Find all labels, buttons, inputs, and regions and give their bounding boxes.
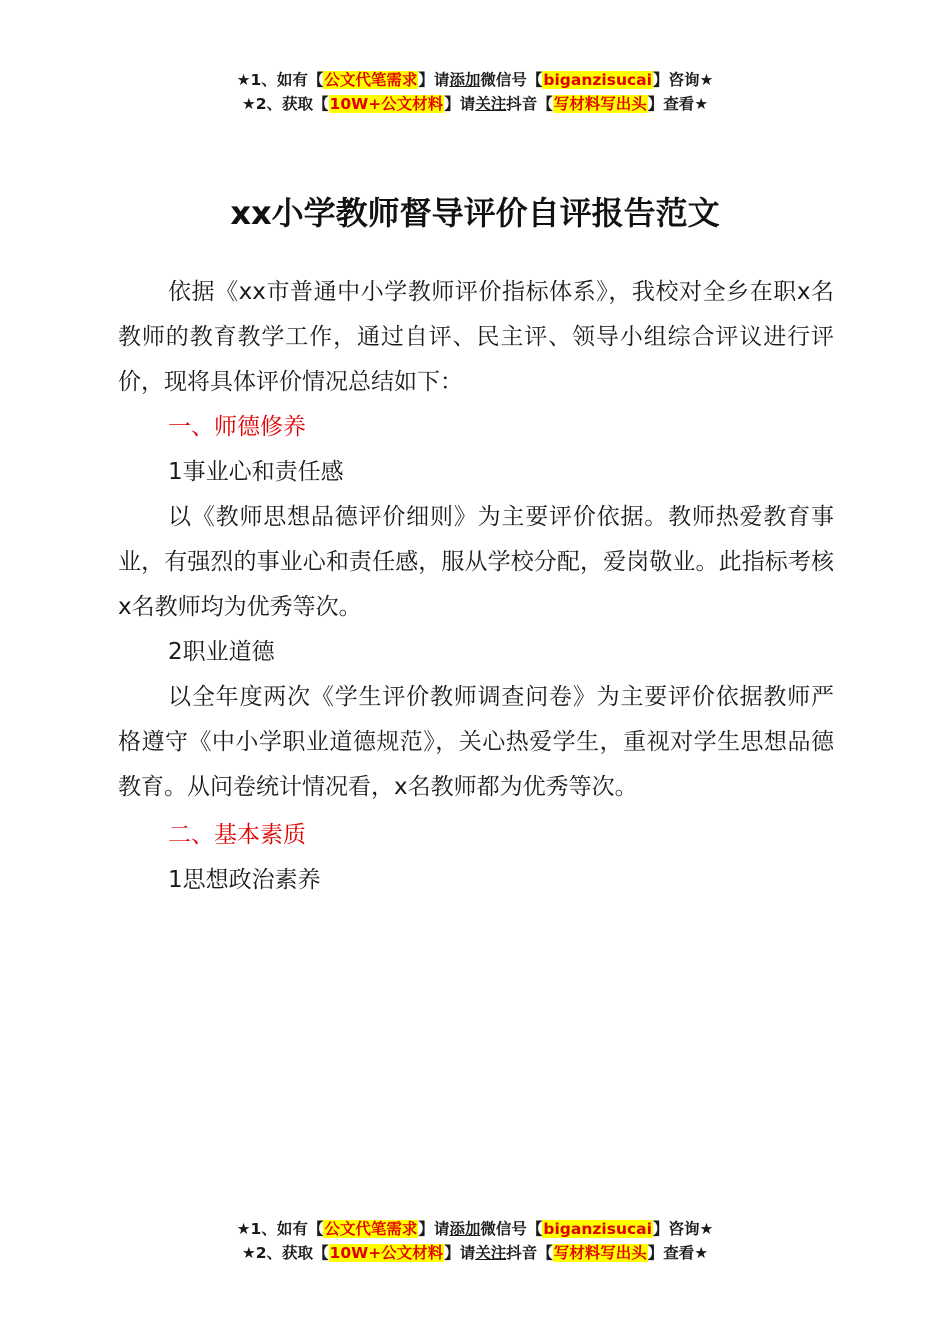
- body-paragraph: 以《教师思想品德评价细则》为主要评价依据。教师热爱教育事业，有强烈的事业心和责任感，服从学校分配，爱岗敬业。此指标考核x名教师均为优秀等次。: [118, 504, 834, 620]
- banner-wechat-id: biganzisucai: [543, 71, 652, 89]
- banner-text: ★2、获取【: [241, 95, 329, 113]
- section-heading-2: 二、基本素质: [168, 822, 306, 848]
- body-paragraph: 以全年度两次《学生评价教师调查问卷》为主要评价依据教师严格遵守《中小学职业道德规范》，关心热爱学生，重视对学生思想品德教育。从问卷统计情况看，x名教师都为优秀等次。: [118, 684, 834, 800]
- banner-text: 】咨询★: [652, 1220, 714, 1238]
- top-banner: [0, 68, 950, 116]
- banner-douyin-id: 写材料写出头: [553, 1244, 647, 1262]
- banner-line-2: [0, 92, 950, 116]
- banner-highlight: 10W+公文材料: [329, 95, 444, 113]
- banner-line-1: [0, 68, 950, 92]
- subsection-title: 2职业道德: [168, 639, 275, 665]
- banner-text: 】咨询★: [652, 71, 714, 89]
- banner-line-1: [0, 1217, 950, 1241]
- banner-highlight: 10W+公文材料: [329, 1244, 444, 1262]
- subsection-title: 1事业心和责任感: [168, 459, 344, 485]
- banner-text: ★1、如有【: [236, 71, 324, 89]
- banner-text: ★1、如有【: [236, 1220, 324, 1238]
- banner-text: 抖音【: [506, 1244, 553, 1262]
- intro-paragraph: 依据《xx市普通中小学教师评价指标体系》，我校对全乡在职x名教师的教育教学工作，通过自评、民主评、领导小组综合评议进行评价，现将具体评价情况总结如下：: [118, 279, 834, 395]
- subsection-title: 1思想政治素养: [168, 867, 321, 893]
- banner-wechat-id: biganzisucai: [543, 1220, 652, 1238]
- banner-text: 微信号【: [480, 1220, 543, 1238]
- banner-emphasis: 关注: [475, 95, 507, 113]
- banner-text: 】请: [418, 1220, 450, 1238]
- banner-highlight: 公文代笔需求: [324, 71, 418, 89]
- document-title: xx小学教师督导评价自评报告范文: [230, 194, 720, 232]
- banner-line-2: [0, 1241, 950, 1265]
- banner-text: 】查看★: [647, 95, 709, 113]
- banner-douyin-id: 写材料写出头: [553, 95, 647, 113]
- bottom-banner: [0, 1217, 950, 1265]
- banner-emphasis: 关注: [475, 1244, 507, 1262]
- banner-text: 微信号【: [480, 71, 543, 89]
- banner-text: 】请: [444, 95, 476, 113]
- banner-emphasis: 添加: [449, 71, 481, 89]
- banner-text: 】请: [418, 71, 450, 89]
- section-heading-1: 一、师德修养: [168, 414, 306, 440]
- banner-text: 】查看★: [647, 1244, 709, 1262]
- banner-text: 】请: [444, 1244, 476, 1262]
- banner-text: 抖音【: [506, 95, 553, 113]
- document-body: [118, 270, 834, 903]
- banner-text: ★2、获取【: [241, 1244, 329, 1262]
- banner-emphasis: 添加: [449, 1220, 481, 1238]
- banner-highlight: 公文代笔需求: [324, 1220, 418, 1238]
